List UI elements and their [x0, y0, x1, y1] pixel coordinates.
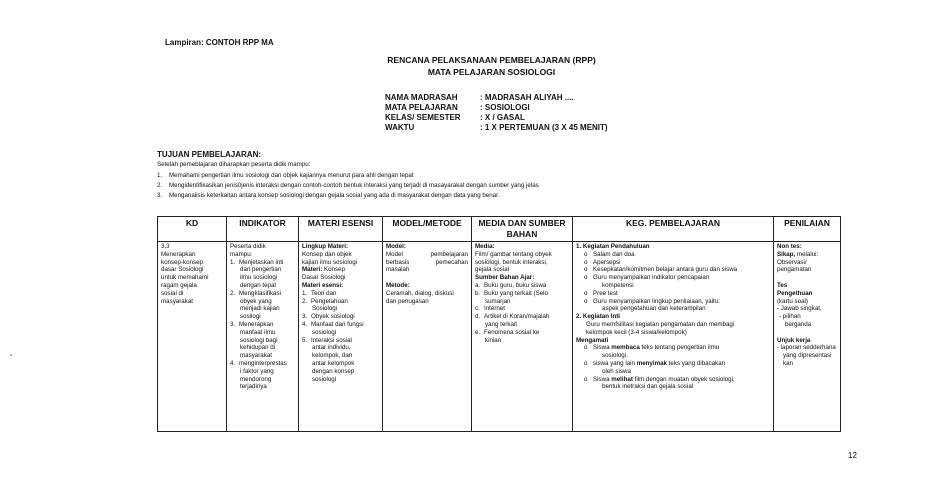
- item-number: 4.: [302, 320, 308, 328]
- item-number: 5.: [302, 336, 308, 344]
- kd-line: konsep-konsep: [161, 258, 203, 266]
- penilaian-line: yang dipresentasi: [783, 352, 832, 360]
- item-text: menjadi kajian: [240, 305, 280, 313]
- model-line: [386, 259, 468, 267]
- item-number: a.: [475, 281, 481, 289]
- item-keyword: menyimak: [636, 359, 667, 367]
- item-text: kompetensi: [602, 281, 634, 289]
- cell-indikator: [227, 242, 299, 432]
- info-value: : MADRASAH ALIYAH ....: [480, 93, 574, 102]
- identity-table: [385, 93, 608, 133]
- model-line: [386, 251, 468, 259]
- item-text: Menerapkan: [239, 320, 274, 328]
- item-text: dari pengertian: [240, 266, 282, 274]
- item-number: 2.: [157, 182, 163, 189]
- model-text: Model: [386, 250, 403, 258]
- tujuan-intro: Setelah pemeblajaran diharapkan peserta didik mampu:: [157, 161, 311, 168]
- item-text: Interaksi sosial: [311, 336, 352, 344]
- list-item: [157, 171, 539, 181]
- table-row: [158, 242, 841, 432]
- bullet-icon: o: [584, 297, 588, 305]
- indikator-intro: Peserta didik: [230, 243, 266, 250]
- indikator-item: [230, 290, 295, 298]
- item-text: i faktor yang: [240, 367, 274, 375]
- col-header-model: MODEL/METODE: [383, 217, 472, 242]
- item-text: masyarakat: [240, 352, 272, 360]
- tujuan-heading: TUJUAN PEMBELAJARAN:: [157, 150, 262, 159]
- kegiatan-item: [576, 290, 770, 298]
- penilaian-heading: Non tes:: [777, 243, 802, 250]
- materi-heading: Materi esensi:: [302, 281, 344, 289]
- cell-media: [472, 242, 573, 432]
- item-number: 1.: [230, 258, 236, 266]
- materi-line: Konsep dan objek: [302, 250, 352, 258]
- item-number: 2.: [230, 289, 236, 297]
- media-line: Film/ gambar tentang obyek: [475, 250, 552, 258]
- item-text: Pengetahuan: [311, 297, 348, 305]
- materi-line: Dasar Sosiologi: [302, 274, 346, 282]
- media-line: sosiologi, bentuk interaksi,: [475, 258, 548, 266]
- penilaian-heading: Unjuk kerja: [777, 336, 811, 344]
- cell-model: [383, 242, 472, 432]
- item-text: Obyek sosiologi: [311, 313, 355, 321]
- penilaian-line: - pilihan: [779, 313, 801, 321]
- item-text: kehidupan di: [240, 344, 276, 352]
- metode-heading: Metode:: [386, 281, 410, 289]
- item-text: Pree test: [593, 289, 618, 297]
- kegiatan-item: [576, 344, 770, 352]
- penilaian-text: melalui:: [795, 250, 819, 258]
- indikator-item: [230, 321, 295, 329]
- sumber-item: [475, 305, 569, 313]
- sumber-item: [475, 282, 569, 290]
- bullet-icon: o: [584, 344, 588, 352]
- info-value: : X / GASAL: [480, 113, 525, 122]
- item-text: Teori dan: [311, 289, 337, 297]
- item-text: film dengan muatan obyek sosiologi,: [632, 375, 735, 383]
- kegiatan-line: Guru memfsilitasi kegiatan pengamatan dan membagi: [586, 320, 735, 328]
- rpp-table: [157, 216, 841, 432]
- item-text: Guru menyampaikan indikator pencapaian: [593, 274, 710, 282]
- item-text: yang terkait: [485, 320, 517, 328]
- item-text: kinian: [485, 336, 502, 344]
- penilaian-line: (kartu soal): [777, 297, 808, 305]
- col-header-penilaian: PENILAIAN: [774, 217, 841, 242]
- item-keyword: membaca: [611, 344, 640, 352]
- materi-heading: Lingkup Materi:: [302, 243, 349, 250]
- item-number: b.: [475, 289, 481, 297]
- materi-line: [302, 266, 379, 274]
- item-number: c.: [475, 305, 480, 313]
- model-text: pembelajaran: [430, 250, 468, 258]
- item-text: Mengklasifikasi: [239, 289, 281, 297]
- item-text: sumarjan: [485, 297, 511, 305]
- item-text: ilmu sosiologi: [240, 274, 278, 282]
- cell-kegiatan: [573, 242, 774, 432]
- kegiatan-item: [576, 298, 770, 306]
- materi-item: [302, 313, 379, 321]
- item-text: dengan tepat: [240, 281, 277, 289]
- item-text: Memahami pengertian ilmu sosiologi dan objek kajiannya menurut para ahli dengan tepat: [169, 172, 414, 179]
- kegiatan-item: [576, 259, 770, 267]
- col-header-kd: KD: [158, 217, 227, 242]
- kegiatan-item: [576, 376, 770, 384]
- item-text: aspek pengetahuan dan keterampilan: [602, 305, 706, 313]
- penilaian-heading: Tes: [777, 281, 788, 289]
- kegiatan-item: [576, 251, 770, 259]
- kegiatan-subheading: Mengamati: [576, 336, 609, 344]
- materi-item: [302, 337, 379, 345]
- cell-penilaian: [774, 242, 841, 432]
- item-number: 1.: [157, 172, 163, 179]
- kd-code: 3.3: [161, 243, 170, 250]
- info-label: KELAS/ SEMESTER: [385, 113, 461, 122]
- item-text: Menjelaskan inti: [239, 258, 284, 266]
- model-line: masalah: [386, 266, 410, 274]
- model-text: berbasis: [386, 258, 410, 266]
- col-header-materi: MATERI ESENSI: [299, 217, 383, 242]
- page-number: 12: [848, 451, 857, 460]
- penilaian-label: Sikap,: [777, 250, 796, 258]
- bullet-icon: o: [584, 289, 588, 297]
- scan-speck: [10, 354, 12, 356]
- item-number: e.: [475, 328, 481, 336]
- rpp-title: RENCANA PELAKSANAAN PEMBELAJARAN (RPP): [387, 55, 596, 65]
- penilaian-line: kan: [783, 359, 793, 367]
- item-text: Buku guru, buku siswa: [484, 281, 547, 289]
- indikator-item: [230, 259, 295, 267]
- item-text: Buku yang terkait (Selo: [484, 289, 548, 297]
- model-text: pemecahan: [435, 258, 468, 266]
- item-text: oleh siswa: [602, 367, 631, 375]
- metode-line: dan penugasan: [386, 297, 429, 305]
- metode-line: Ceramah, dialog, diskusi: [386, 289, 454, 297]
- kegiatan-section-heading: 2. Kegiatan Inti: [576, 313, 621, 321]
- bullet-icon: o: [584, 266, 588, 274]
- bullet-icon: o: [584, 359, 588, 367]
- indikator-intro: mampu:: [230, 250, 253, 258]
- info-value: : SOSIOLOGI: [480, 103, 530, 112]
- kd-line: Menerapkan: [161, 250, 196, 258]
- indikator-item: [230, 360, 295, 368]
- item-text: Siswa: [593, 344, 612, 352]
- item-text: terjadinya: [240, 383, 267, 391]
- item-number: 3.: [230, 320, 236, 328]
- sumber-heading: Sumber Bahan Ajar:: [475, 274, 535, 282]
- item-text: sosiologi: [312, 328, 337, 336]
- item-text: Salam dan doa: [593, 250, 635, 258]
- col-header-kegiatan: KEG. PEMBELAJARAN: [573, 217, 774, 242]
- info-label: WAKTU: [385, 123, 415, 132]
- materi-item: [302, 290, 379, 298]
- media-heading: Media:: [475, 243, 495, 250]
- kd-line: masyarakat: [161, 297, 193, 305]
- info-value: : 1 X PERTEMUAN (3 X 45 MENIT): [480, 123, 608, 132]
- materi-item: [302, 321, 379, 329]
- kd-line: untuk memahami: [161, 274, 209, 282]
- kegiatan-section-heading: 1. Kegiatan Pendahuluan: [576, 243, 650, 250]
- kegiatan-line: kelompok kecil (3-4 siswa/kelompok): [586, 328, 687, 336]
- item-text: Siswa: [593, 375, 612, 383]
- info-label: NAMA MADRASAH: [385, 93, 458, 102]
- cell-kd: [158, 242, 227, 432]
- materi-text: Konsep: [324, 266, 346, 274]
- penilaian-line: Observasi/ pengamatan: [777, 258, 812, 274]
- penilaian-heading: Pengethuan: [777, 289, 813, 297]
- item-text: bentuk inetraksi dan gejala sosial: [602, 383, 694, 391]
- item-text: teks yang dibacakan: [666, 359, 726, 367]
- info-label: MATA PELAJARAN: [385, 103, 458, 112]
- item-text: sosiologi bagi: [240, 336, 278, 344]
- item-number: 2.: [302, 297, 308, 305]
- list-item: [157, 181, 539, 191]
- item-text: Internet: [484, 305, 505, 313]
- item-number: d.: [475, 313, 481, 321]
- sumber-item: [475, 313, 569, 321]
- item-text: dengan konsep: [312, 367, 355, 375]
- lampiran-label: Lampiran: CONTOH RPP MA: [165, 38, 274, 47]
- item-text: kelompok, dan: [312, 352, 353, 360]
- item-text: Kesepkatan/komitmen belajar antara guru dan siswa: [593, 266, 738, 274]
- materi-line: kajian ilmu sosiologi: [302, 258, 358, 266]
- materi-label: Materi:: [302, 266, 323, 274]
- item-keyword: melihat: [611, 375, 633, 383]
- item-text: manfaat ilmu: [240, 328, 276, 336]
- item-text: antar kelompok: [312, 359, 355, 367]
- item-text: Mengidentifikasikan jenis0jenis interaksi dengan contoh-contoh bentuk interaksi yang terjadi di masayarakat dengan sumber yang jelas: [169, 182, 539, 189]
- item-text: Manfaat dan fungsi: [311, 320, 364, 328]
- cell-materi: [299, 242, 383, 432]
- media-line: gejala sosial: [475, 266, 510, 274]
- item-number: 4.: [230, 359, 236, 367]
- item-number: 3.: [302, 313, 308, 321]
- bullet-icon: o: [584, 258, 588, 266]
- item-text: Sosiologi: [312, 305, 338, 313]
- item-text: sosiologi: [312, 375, 337, 383]
- materi-item: [302, 298, 379, 306]
- spacer: [386, 274, 468, 282]
- spacer: [777, 329, 837, 337]
- item-text: menginterprestas: [239, 359, 287, 367]
- item-text: Guru menyampaikan lingkup penilaiaan, yaitu:: [593, 297, 720, 305]
- item-text: antar individu,: [312, 344, 351, 352]
- penilaian-line: berganda: [785, 320, 812, 328]
- subject-title: MATA PELAJARAN SOSIOLOGI: [427, 67, 556, 77]
- item-text: siswa yang lain: [593, 359, 637, 367]
- sumber-item: [475, 329, 569, 337]
- item-text: Fenomena sosial ke: [484, 328, 540, 336]
- bullet-icon: o: [584, 375, 588, 383]
- bullet-icon: o: [584, 274, 588, 282]
- penilaian-line: - laporan sedderhana: [777, 344, 836, 352]
- item-number: 3.: [157, 192, 163, 199]
- sumber-item: [475, 290, 569, 298]
- penilaian-line: - Jawab singkat,: [777, 305, 822, 313]
- tujuan-list: [157, 171, 539, 201]
- penilaian-line: [777, 251, 837, 259]
- kegiatan-item: [576, 266, 770, 274]
- item-text: Apersepsi: [593, 258, 621, 266]
- kd-line: sosial di: [161, 289, 184, 297]
- model-heading: Model:: [386, 243, 406, 250]
- item-text: teks tentang pengertian ilmu: [639, 344, 720, 352]
- kegiatan-item: [576, 360, 770, 368]
- item-text: obyek yang: [240, 297, 272, 305]
- kd-line: ragam gejala: [161, 281, 197, 289]
- item-text: sosiologi,: [602, 352, 628, 360]
- item-text: Menganalisis keterkaitan antara konsep sosiologi dengan gejala sosial yang ada di masyarakat dengan data yang benar.: [169, 192, 500, 199]
- col-header-indikator: INDIKATOR: [227, 217, 299, 242]
- kd-line: dasar Sosiologi: [161, 266, 204, 274]
- kegiatan-item: [576, 274, 770, 282]
- item-text: Artikel di Koran/majalah: [484, 313, 550, 321]
- bullet-icon: o: [584, 250, 588, 258]
- list-item: [157, 191, 539, 201]
- spacer: [777, 274, 837, 282]
- item-text: sosilogi: [240, 313, 261, 321]
- item-number: 1.: [302, 289, 308, 297]
- item-text: mendorong: [240, 375, 272, 383]
- col-header-media: MEDIA DAN SUMBER BAHAN: [472, 217, 573, 242]
